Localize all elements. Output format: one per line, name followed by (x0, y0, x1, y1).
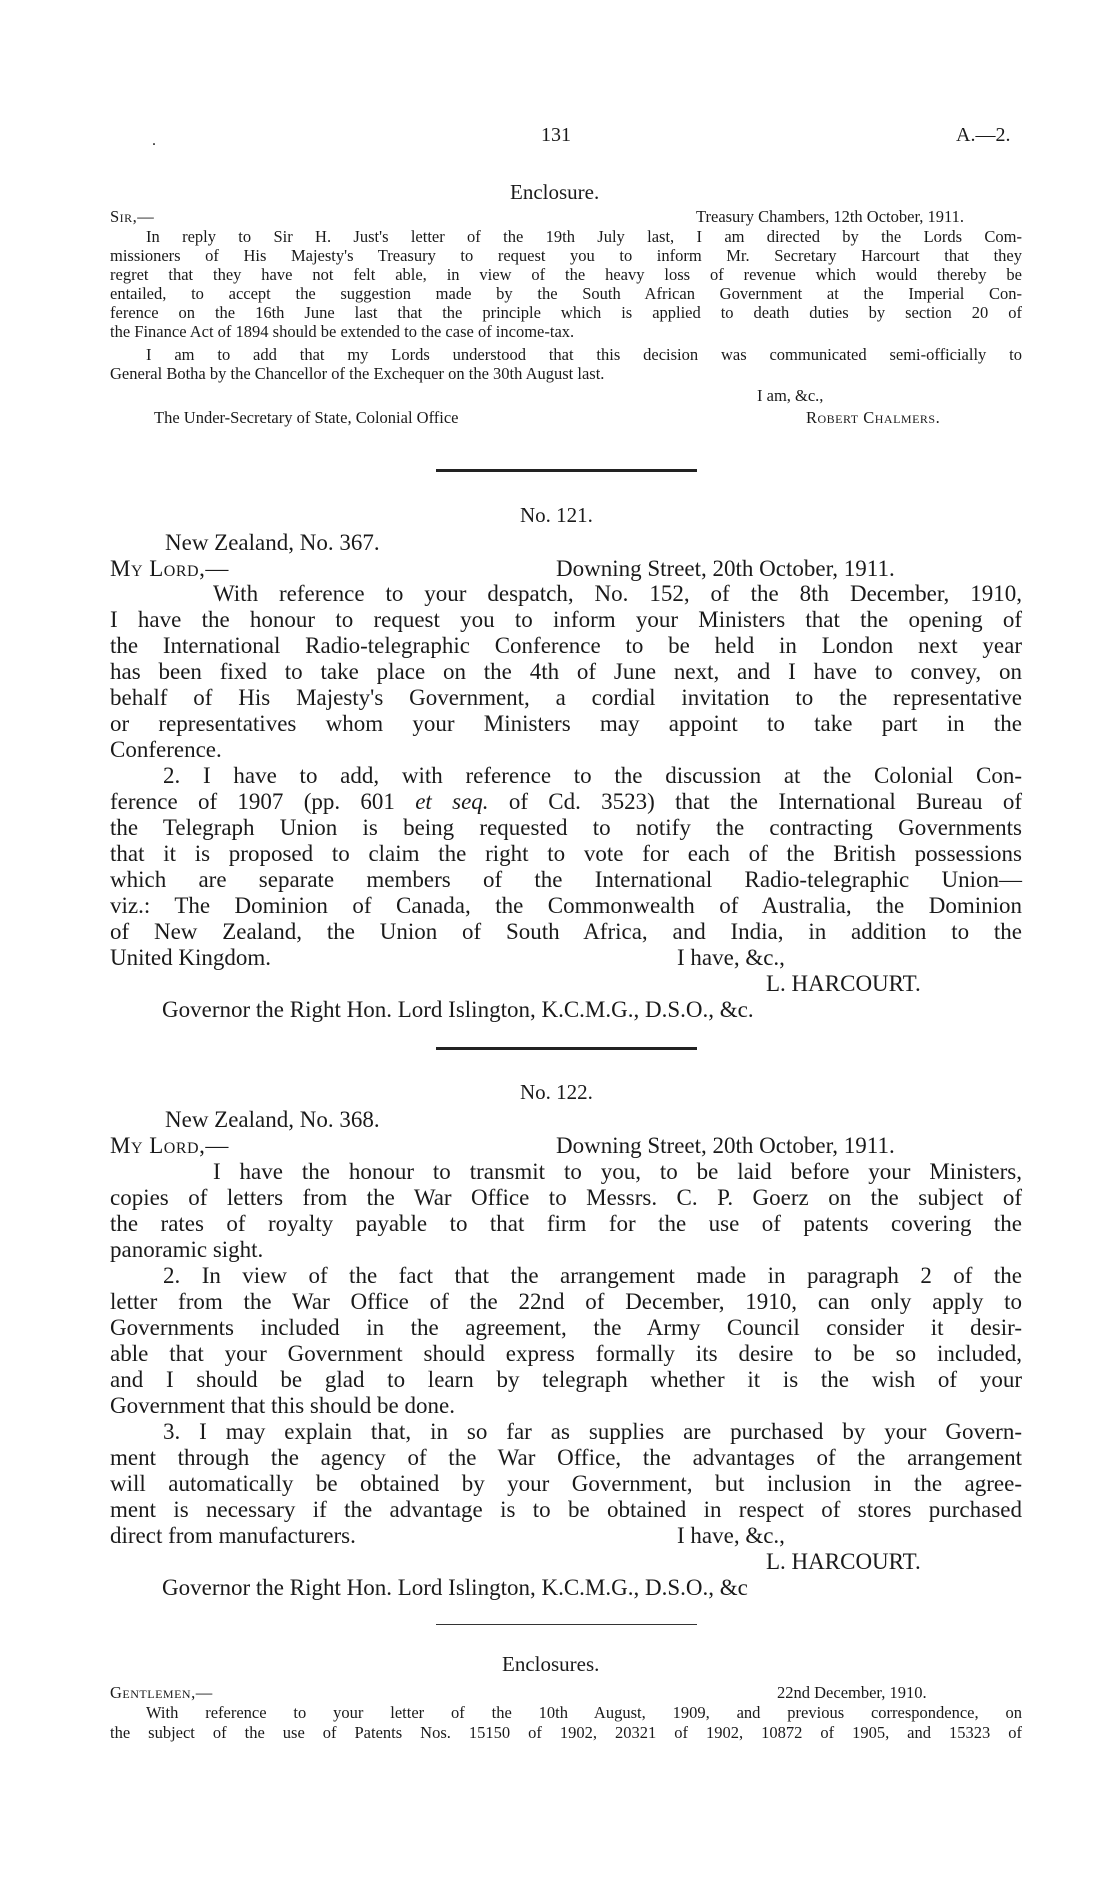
despatch-121-closing: I have, &c., (677, 945, 785, 970)
text-line: the Finance Act of 1894 should be extended to the case of income-tax. (110, 322, 575, 341)
text-line: Conference. (110, 737, 222, 762)
text-line: ment is necessary if the advantage is to be obtained in respect of stores purchased (110, 1497, 1022, 1522)
text-line: viz.: The Dominion of Canada, the Commonwealth of Australia, the Dominion (110, 893, 1022, 918)
despatch-122-closing: I have, &c., (677, 1523, 785, 1548)
despatch-122-place-date: Downing Street, 20th October, 1911. (556, 1133, 895, 1158)
text-line (110, 789, 1022, 815)
despatch-121-salutation: My Lord,— (110, 556, 229, 581)
text-line: the International Radio-telegraphic Conference to be held in London next year (110, 633, 1022, 658)
text-line: direct from manufacturers. (110, 1523, 356, 1548)
despatch-122-number: No. 122. (520, 1080, 593, 1104)
enclosure-closing: I am, &c., (757, 386, 824, 405)
text-line: ment through the agency of the War Office, the advantages of the arrangement (110, 1445, 1022, 1470)
text-line: or representatives whom your Ministers may appoint to take part in the (110, 711, 1022, 736)
enclosure-place-date: Treasury Chambers, 12th October, 1911. (696, 207, 965, 226)
text-fragment: ference of 1907 (pp. 601 (110, 789, 416, 814)
text-line: has been fixed to take place on the 4th of June next, and I have to convey, on (110, 659, 1022, 684)
text-line: the Telegraph Union is being requested to notify the contracting Governments (110, 815, 1022, 840)
text-line: behalf of His Majesty's Government, a cordial invitation to the representative (110, 685, 1022, 710)
text-line: will automatically be obtained by your Government, but inclusion in the agree- (110, 1471, 1022, 1496)
despatch-122-salutation: My Lord,— (110, 1133, 229, 1158)
section-divider (436, 469, 697, 472)
series-label: A.—2. (956, 124, 1011, 146)
text-line: which are separate members of the International Radio-telegraphic Union— (110, 867, 1022, 892)
despatch-121-addressee: Governor the Right Hon. Lord Islington, K.C.M.G., D.S.O., &c. (162, 997, 754, 1022)
enclosure-signature: Robert Chalmers. (806, 408, 941, 427)
despatch-122-addressee: Governor the Right Hon. Lord Islington, K.C.M.G., D.S.O., &c (162, 1575, 748, 1600)
enclosures-title: Enclosures. (502, 1652, 600, 1676)
text-line: panoramic sight. (110, 1237, 264, 1262)
text-line: letter from the War Office of the 22nd of December, 1910, can only apply to (110, 1289, 1022, 1314)
section-divider (436, 1624, 697, 1625)
italic-fragment: et seq. (415, 789, 489, 814)
text-line: I have the honour to request you to inform your Ministers that the opening of (110, 607, 1022, 632)
text-line: Government that this should be done. (110, 1393, 455, 1418)
text-line: that it is proposed to claim the right to vote for each of the British possessions (110, 841, 1022, 866)
text-line: 2. I have to add, with reference to the discussion at the Colonial Con- (163, 763, 1022, 788)
text-line: Governments included in the agreement, the Army Council consider it desir- (110, 1315, 1022, 1340)
despatch-121-reference: New Zealand, No. 367. (165, 530, 380, 555)
enclosures-date: 22nd December, 1910. (777, 1683, 927, 1702)
page-number: 131 (541, 124, 571, 146)
left-mark: . (152, 132, 156, 149)
text-line: and I should be glad to learn by telegraph whether it is the wish of your (110, 1367, 1022, 1392)
enclosure-title: Enclosure. (510, 180, 600, 204)
text-line: missioners of His Majesty's Treasury to request you to inform Mr. Secretary Harcourt that they (110, 246, 1022, 265)
text-line: the rates of royalty payable to that firm for the use of patents covering the (110, 1211, 1022, 1236)
text-line: copies of letters from the War Office to Messrs. C. P. Goerz on the subject of (110, 1185, 1022, 1210)
despatch-121-place-date: Downing Street, 20th October, 1911. (556, 556, 895, 581)
enclosure-salutation: Sir,— (110, 207, 155, 226)
despatch-121-number: No. 121. (520, 503, 593, 527)
text-line: I am to add that my Lords understood that this decision was communicated semi-officially to (146, 345, 1022, 364)
text-fragment: of Cd. 3523) that the International Bureau of (488, 789, 1022, 814)
text-line: United Kingdom. (110, 945, 271, 970)
text-line: able that your Government should express formally its desire to be so included, (110, 1341, 1022, 1366)
text-line: General Botha by the Chancellor of the Exchequer on the 30th August last. (110, 364, 605, 383)
text-line: In reply to Sir H. Just's letter of the 19th July last, I am directed by the Lords Com- (146, 227, 1022, 246)
text-line: 2. In view of the fact that the arrangement made in paragraph 2 of the (163, 1263, 1022, 1288)
text-line: entailed, to accept the suggestion made by the South African Government at the Imperial Con- (110, 284, 1022, 303)
text-line: 3. I may explain that, in so far as supplies are purchased by your Govern- (163, 1419, 1022, 1444)
enclosures-salutation: Gentlemen,— (110, 1683, 213, 1702)
text-line: ference on the 16th June last that the principle which is applied to death duties by section 20 of (110, 303, 1022, 322)
section-divider (436, 1047, 697, 1050)
text-line: With reference to your letter of the 10th August, 1909, and previous correspondence, on (146, 1703, 1022, 1722)
despatch-122-reference: New Zealand, No. 368. (165, 1107, 380, 1132)
text-line: regret that they have not felt able, in view of the heavy loss of revenue which would thereby be (110, 265, 1022, 284)
enclosure-addressee: The Under-Secretary of State, Colonial Office (154, 408, 459, 427)
text-line: of New Zealand, the Union of South Africa, and India, in addition to the (110, 919, 1022, 944)
text-line: With reference to your despatch, No. 152, of the 8th December, 1910, (213, 581, 1022, 606)
text-line: I have the honour to transmit to you, to be laid before your Ministers, (213, 1159, 1022, 1184)
text-line: the subject of the use of Patents Nos. 15150 of 1902, 20321 of 1902, 10872 of 1905, and 15323 of (110, 1723, 1022, 1742)
despatch-122-signature: L. HARCOURT. (766, 1549, 921, 1574)
despatch-121-signature: L. HARCOURT. (766, 971, 921, 996)
